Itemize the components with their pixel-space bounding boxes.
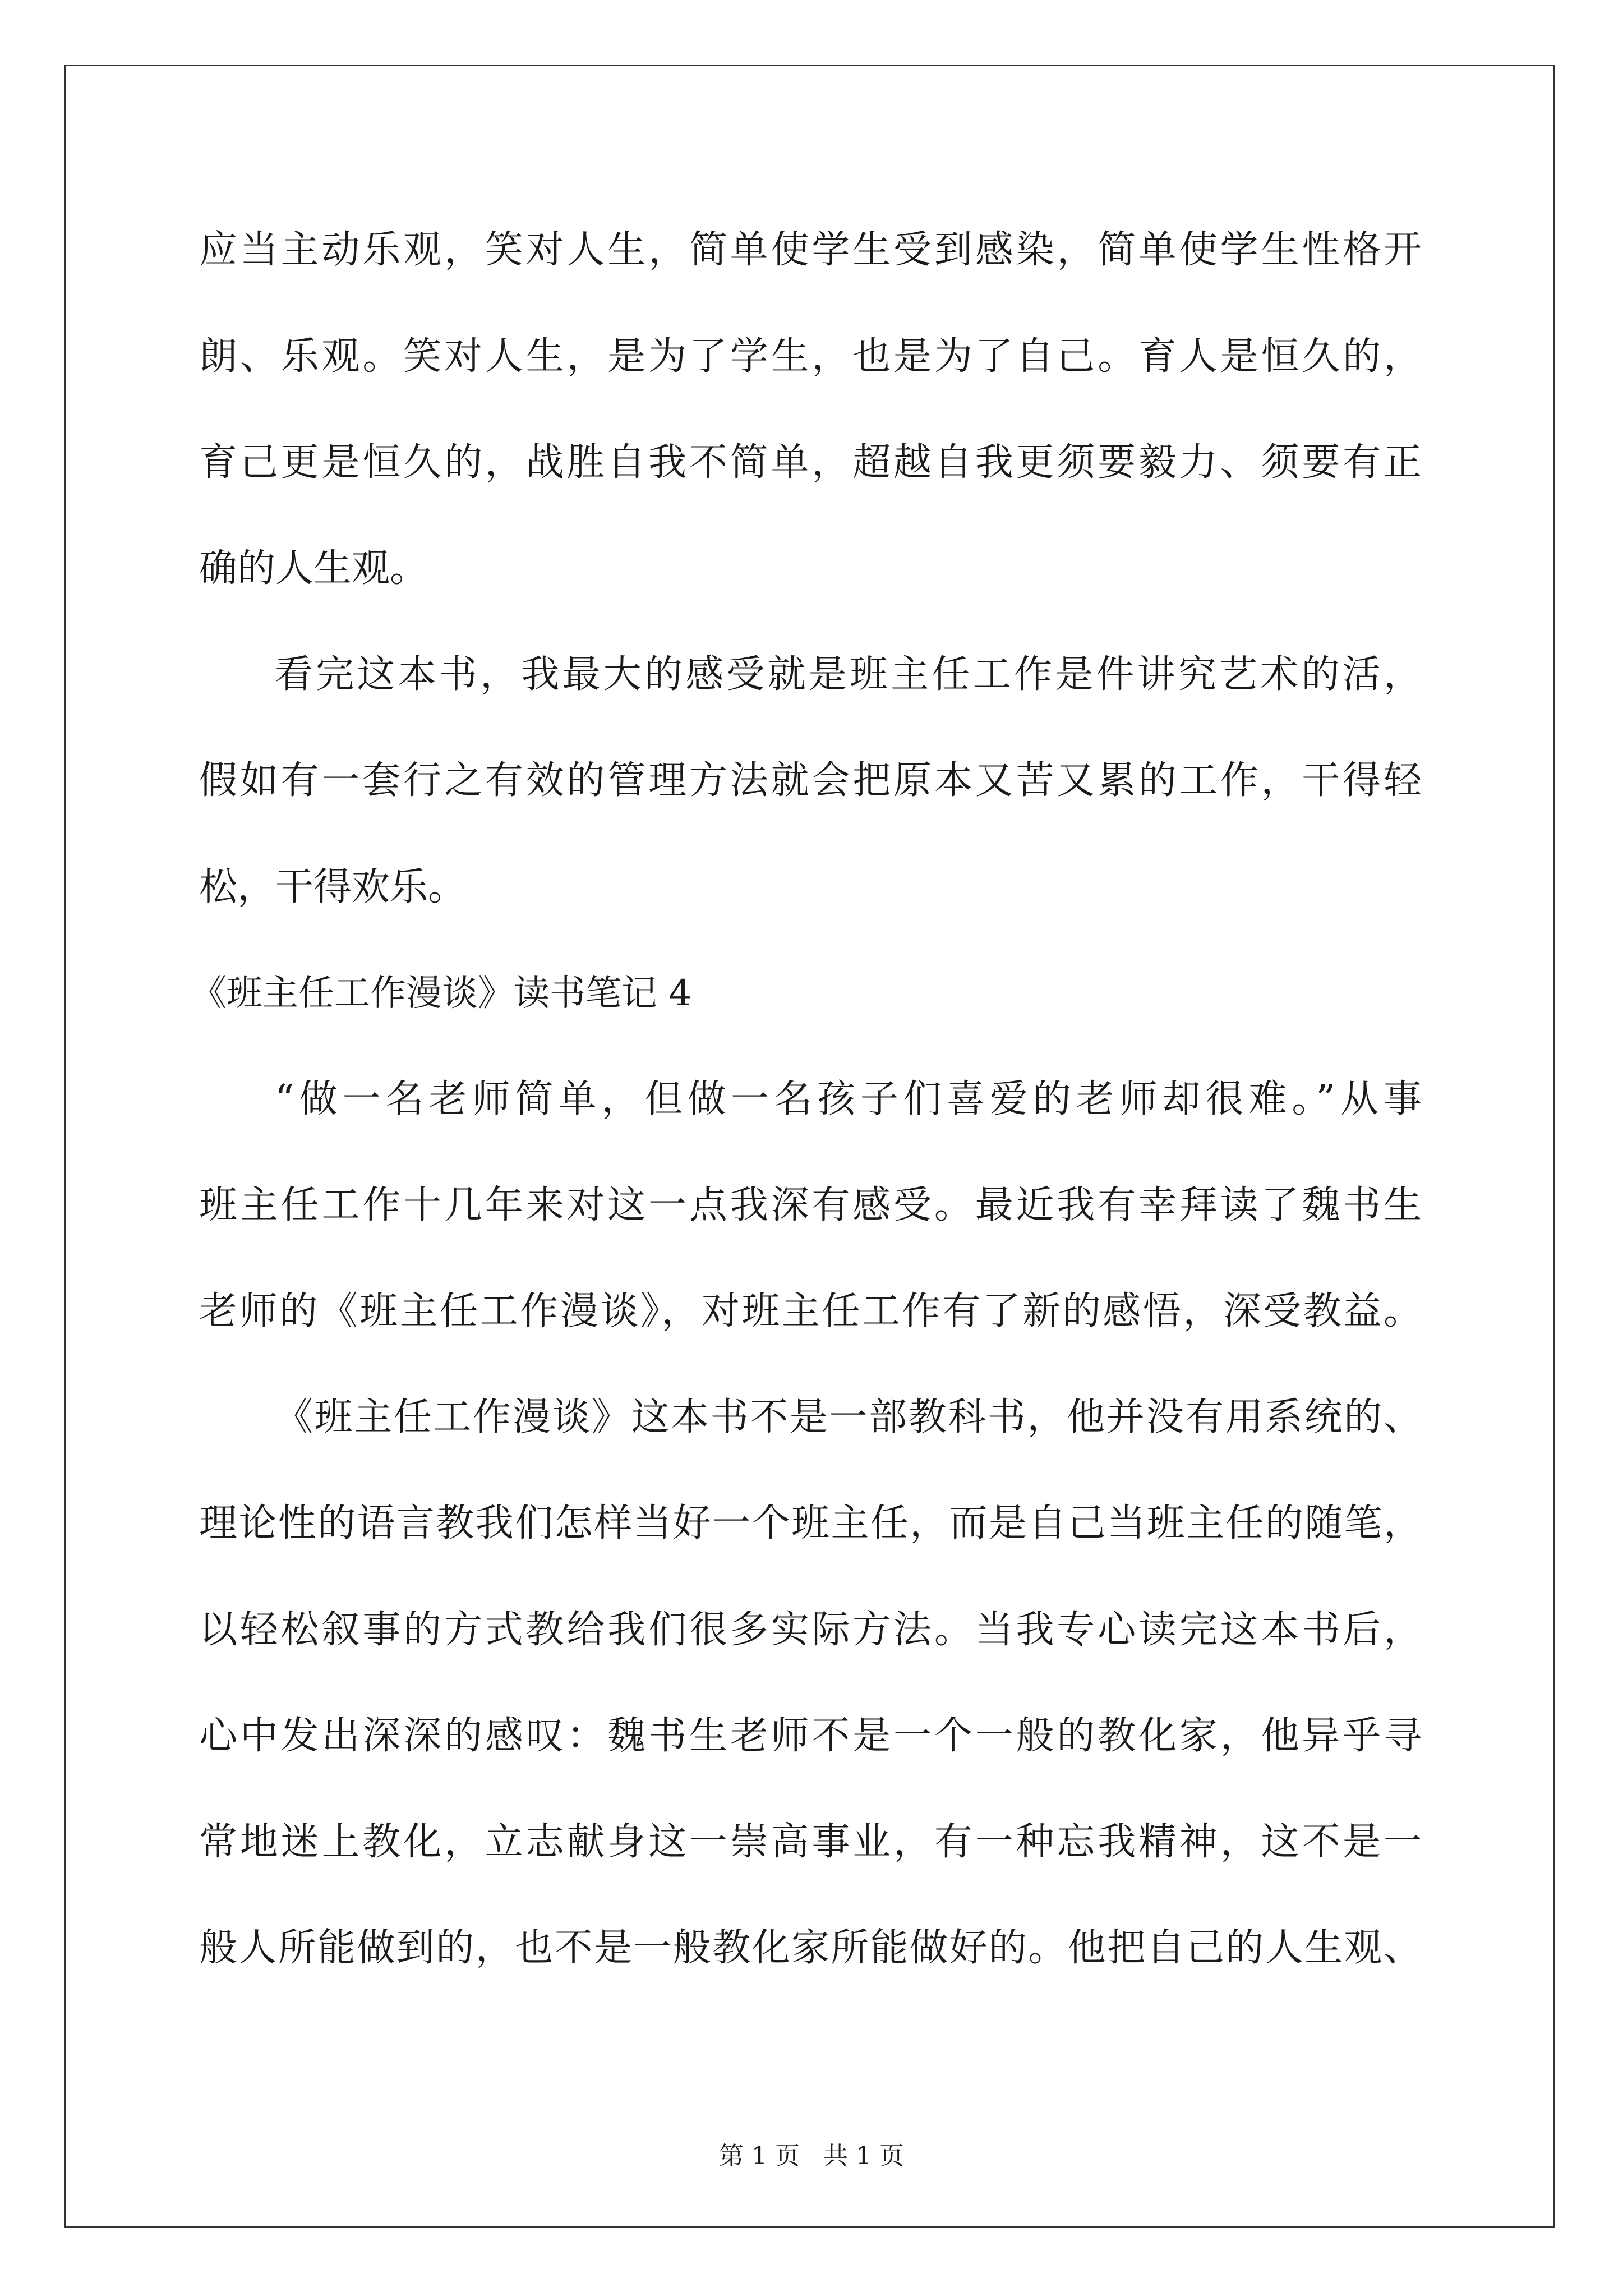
body-text-line: 心中发出深深的感叹：魏书生老师不是一个一般的教化家，他异乎寻 [199,1714,1422,1758]
page-border [64,65,1555,2228]
body-text-line: 朗、乐观。笑对人生，是为了学生，也是为了自己。育人是恒久的， [199,334,1422,379]
body-text-line: 假如有一套行之有效的管理方法就会把原本又苦又累的工作，干得轻 [199,758,1422,803]
body-text-line: 常地迷上教化，立志献身这一崇高事业，有一种忘我精神，这不是一 [199,1820,1422,1864]
body-text-line: 确的人生观。 [199,546,428,591]
body-text-line: 般人所能做到的，也不是一般教化家所能做好的。他把自己的人生观、 [199,1926,1422,1970]
body-text-line: 松，干得欢乐。 [199,865,467,909]
body-text-line: 老师的《班主任工作漫谈》，对班主任工作有了新的感悟，深受教益。 [199,1289,1422,1333]
body-text-line: 以轻松叙事的方式教给我们很多实际方法。当我专心读完这本书后， [199,1608,1422,1652]
body-text-line: 班主任工作十几年来对这一点我深有感受。最近我有幸拜读了魏书生 [199,1183,1422,1227]
body-text-line: 育己更是恒久的，战胜自我不简单，超越自我更须要毅力、须要有正 [199,440,1422,485]
body-text-line: 《班主任工作漫谈》这本书不是一部教科书，他并没有用系统的、 [275,1395,1422,1439]
page-number-footer: 第 1 页 共 1 页 [719,2142,904,2170]
section-heading: 《班主任工作漫谈》读书笔记 4 [191,973,692,1014]
body-text-line: 看完这本书，我最大的感受就是班主任工作是件讲究艺术的活， [275,652,1422,697]
body-text-line: 应当主动乐观，笑对人生，简单使学生受到感染，简单使学生性格开 [199,228,1422,272]
body-text-line: 理论性的语言教我们怎样当好一个班主任，而是自己当班主任的随笔， [199,1501,1422,1545]
body-text-line: “做一名老师简单，但做一名孩子们喜爱的老师却很难。”从事 [275,1077,1422,1121]
